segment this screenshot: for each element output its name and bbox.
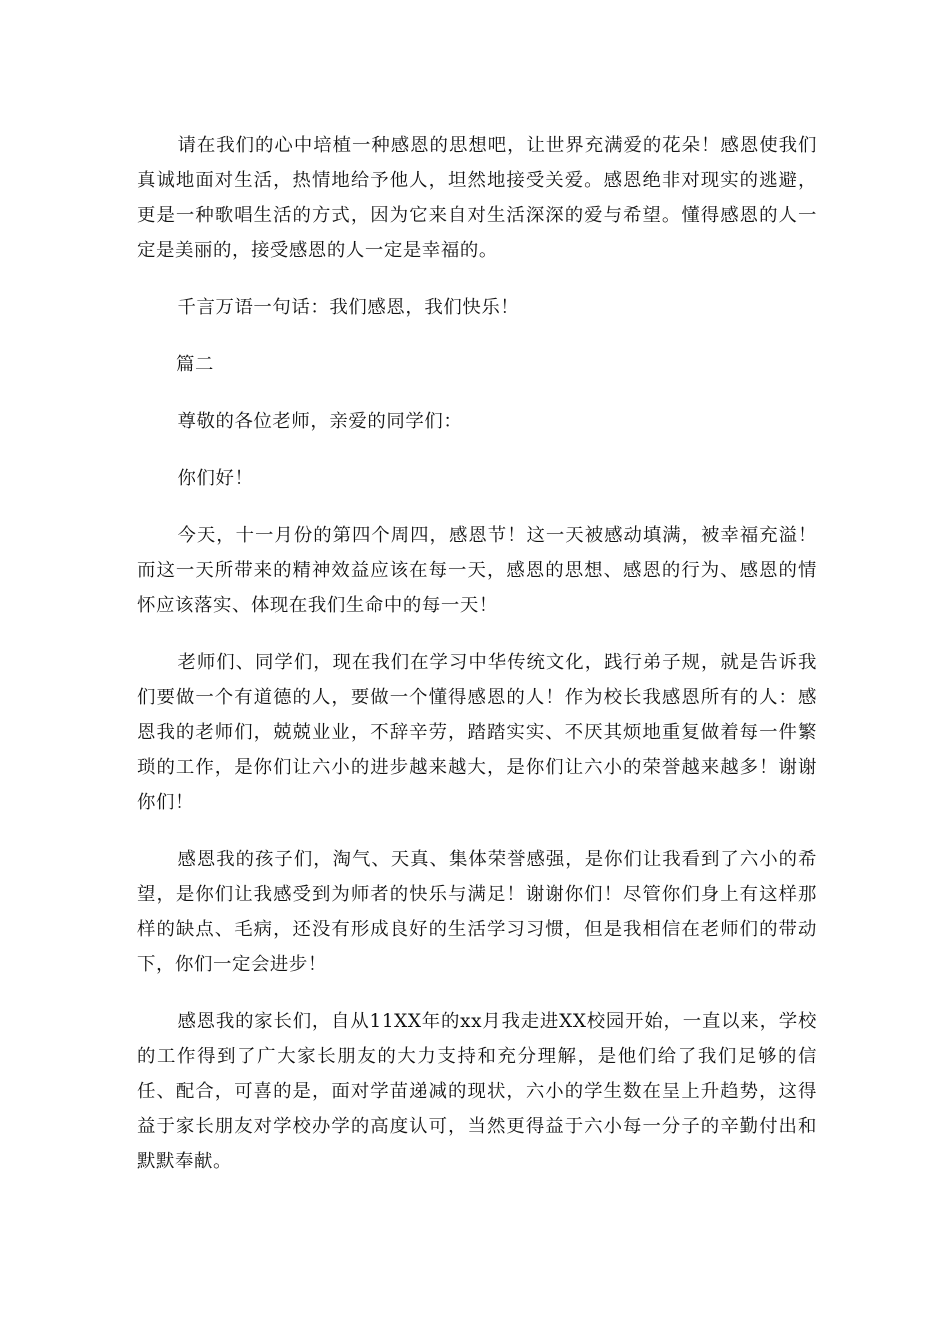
paragraph: 今天，十一月份的第四个周四，感恩节！这一天被感动填满，被幸福充溢！而这一天所带来的精神效益应该在每一天，感恩的思想、感恩的行为、感恩的情怀应该落实、体现在我们生命中的每一天！: [137, 525, 817, 616]
salutation: 尊敬的各位老师，亲爱的同学们：: [177, 411, 463, 432]
greeting: 你们好！: [177, 468, 254, 489]
section-heading: 篇二: [176, 354, 214, 375]
paragraph: 请在我们的心中培植一种感恩的思想吧，让世界充满爱的花朵！感恩使我们真诚地面对生活，热情地给予他人，坦然地接受关爱。感恩绝非对现实的逃避，更是一种歌唱生活的方式，因为它来自对生活深深的爱与希望。懂得感恩的人一定是美丽的，接受感恩的人一定是幸福的。: [137, 135, 817, 261]
paragraph: 感恩我的孩子们，淘气、天真、集体荣誉感强，是你们让我看到了六小的希望，是你们让我感受到为师者的快乐与满足！谢谢你们！尽管你们身上有这样那样的缺点、毛病，还没有形成良好的生活学习习惯，但是我相信在老师们的带动下，你们一定会进步！: [137, 849, 817, 975]
paragraph: 老师们、同学们，现在我们在学习中华传统文化，践行弟子规，就是告诉我们要做一个有道德的人，要做一个懂得感恩的人！作为校长我感恩所有的人：感恩我的老师们，兢兢业业，不辞辛劳，踏踏实实、不厌其烦地重复做着每一件繁琐的工作，是你们让六小的进步越来越大，是你们让六小的荣誉越来越多！谢谢你们！: [137, 652, 817, 813]
paragraph: 千言万语一句话：我们感恩，我们快乐！: [177, 297, 520, 318]
paragraph: 感恩我的家长们，自从11XX年的xx月我走进XX校园开始，一直以来，学校的工作得到了广大家长朋友的大力支持和充分理解，是他们给了我们足够的信任、配合，可喜的是，面对学苗递减的现状，六小的学生数在呈上升趋势，这得益于家长朋友对学校办学的高度认可，当然更得益于六小每一分子的辛勤付出和默默奉献。: [137, 1011, 817, 1172]
document-body: [137, 128, 817, 1179]
